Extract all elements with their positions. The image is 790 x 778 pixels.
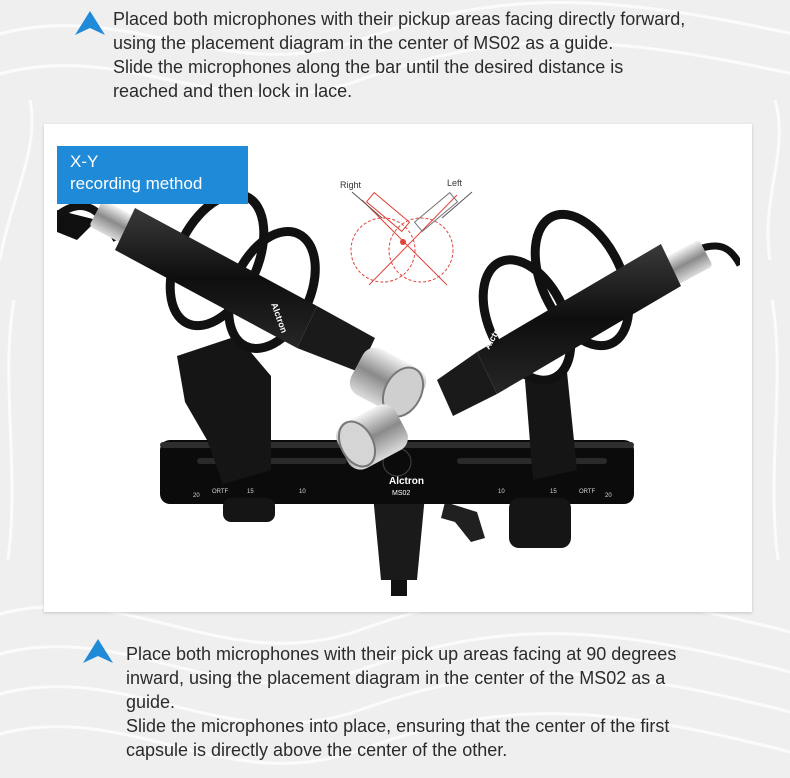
bottom-line-4: Slide the microphones into place, ensuring that the center of the first xyxy=(126,716,670,736)
triangle-bullet-icon xyxy=(82,638,114,664)
photo-frame xyxy=(44,124,752,612)
diagram-right-label: Right xyxy=(340,180,362,190)
product-photo xyxy=(57,140,740,596)
recording-method-label xyxy=(57,146,248,204)
bottom-line-2: inward, using the placement diagram in the center of the MS02 as a xyxy=(126,668,666,688)
bottom-line-5: capsule is directly above the center of the other. xyxy=(126,740,508,760)
bar-tick-1: 20 xyxy=(193,493,200,499)
microphone-scene xyxy=(57,140,740,596)
bar-brand: Alctron xyxy=(389,476,424,487)
bar-tick-7: ORTF xyxy=(579,489,596,495)
lock-knob-right xyxy=(509,498,571,548)
top-line-2: using the placement diagram in the center of MS02 as a guide. xyxy=(113,33,614,53)
placement-diagram xyxy=(340,178,472,285)
diagram-left-label: Left xyxy=(447,178,463,188)
triangle-bullet-icon xyxy=(74,10,106,36)
bar-tick-2: ORTF xyxy=(212,489,229,495)
top-line-1: Placed both microphones with their pickup areas facing directly forward, xyxy=(113,9,686,29)
lock-knob-left xyxy=(223,498,275,522)
top-description xyxy=(113,7,685,103)
bar-tick-3: 15 xyxy=(247,489,254,495)
label-subtitle: recording method xyxy=(70,174,203,193)
bar-tick-6: 15 xyxy=(550,489,557,495)
bottom-description xyxy=(126,642,676,762)
bar-tick-5: 10 xyxy=(498,489,505,495)
bottom-line-1: Place both microphones with their pick up areas facing at 90 degrees xyxy=(126,644,677,664)
bar-model: MS02 xyxy=(392,490,411,497)
bar-tick-4: 10 xyxy=(299,489,306,495)
left-mic-brand: Alctron xyxy=(269,301,290,335)
right-mic-brand: Alctron xyxy=(482,318,507,351)
bottom-line-3: guide. xyxy=(126,692,176,712)
label-title: X-Y xyxy=(70,152,99,171)
bar-tick-8: 20 xyxy=(605,493,612,499)
top-line-4: reached and then lock in lace. xyxy=(113,81,353,101)
stand xyxy=(373,495,485,596)
top-line-3: Slide the microphones along the bar until the desired distance is xyxy=(113,57,624,77)
